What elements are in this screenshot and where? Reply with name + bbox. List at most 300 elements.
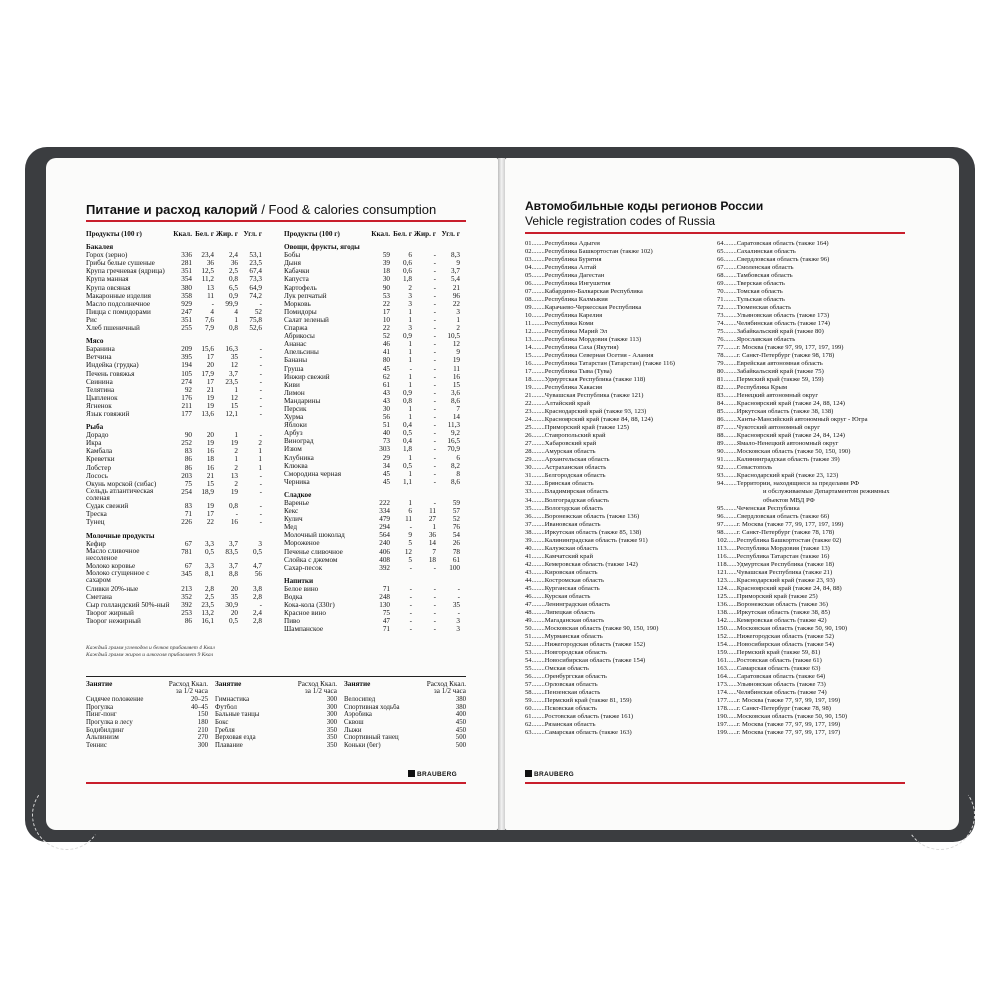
cell-value: - bbox=[433, 499, 436, 507]
cell-value: 11,3 bbox=[447, 421, 460, 430]
product-name: Мед bbox=[284, 523, 298, 532]
cell-value: 36 bbox=[206, 259, 214, 268]
activity-value: 350 bbox=[326, 734, 337, 742]
cell-value: 75,8 bbox=[249, 315, 262, 324]
cell-value: 15 bbox=[206, 479, 214, 488]
cell-value: 7 bbox=[432, 547, 436, 556]
product-name: Капуста bbox=[284, 275, 309, 284]
cell-value: - bbox=[433, 299, 436, 308]
region-code-item: 72........Тюменская область bbox=[717, 304, 792, 312]
activity-name: Спортивный танец bbox=[344, 734, 399, 742]
region-code-item: 68........Тамбовская область bbox=[717, 272, 793, 280]
cell-value: 253 bbox=[181, 608, 192, 617]
cell-value: 1,8 bbox=[403, 445, 412, 454]
table-row bbox=[86, 353, 266, 361]
activity-row bbox=[215, 727, 337, 735]
cell-value: 255 bbox=[181, 324, 192, 333]
activity-row bbox=[344, 704, 466, 712]
cell-value: 67 bbox=[184, 539, 192, 548]
cell-value: 281 bbox=[181, 259, 192, 268]
cell-value: 45 bbox=[382, 364, 390, 373]
activity-value: 150 bbox=[197, 711, 208, 719]
cell-value: 12,5 bbox=[201, 267, 214, 276]
region-code-item: 04........Республика Алтай bbox=[525, 264, 597, 272]
cell-value: 222 bbox=[379, 499, 390, 507]
region-code-item: 62........Рязанская область bbox=[525, 720, 596, 728]
table-row bbox=[86, 431, 266, 439]
cell-value: 8,8 bbox=[229, 570, 238, 579]
cell-value: 0,5 bbox=[253, 547, 262, 556]
activity-value: 270 bbox=[197, 734, 208, 742]
activity-row bbox=[86, 719, 208, 727]
cell-value: 67 bbox=[184, 562, 192, 571]
cell-value: 0,6 bbox=[403, 259, 412, 268]
cell-value: 3 bbox=[408, 299, 412, 308]
activity-row bbox=[344, 734, 466, 742]
table-row bbox=[284, 251, 466, 259]
cell-value: 3,7 bbox=[229, 539, 238, 548]
rate-col-title: Расход Ккал. за 1/2 часа bbox=[297, 681, 337, 696]
region-code-item: 98........г. Санкт-Петербург (также 78, 178) bbox=[717, 528, 835, 536]
table-row bbox=[86, 585, 266, 593]
table-row bbox=[86, 472, 266, 480]
region-code-item: 65........Сахалинская область bbox=[717, 248, 796, 256]
cell-value: 16,1 bbox=[201, 616, 214, 625]
product-name: Инжир свежий bbox=[284, 372, 330, 381]
cell-value: - bbox=[433, 356, 436, 365]
cell-value: - bbox=[259, 518, 262, 527]
table-row bbox=[284, 421, 466, 429]
cell-value: 20 bbox=[206, 431, 214, 440]
product-name: Клубника bbox=[284, 453, 314, 462]
cell-value: 20 bbox=[230, 584, 238, 593]
product-name: Лобстер bbox=[86, 463, 112, 472]
title-ru: Питание и расход калорий bbox=[86, 202, 258, 217]
cell-value: - bbox=[259, 409, 262, 418]
cell-value: - bbox=[433, 584, 436, 593]
cell-value: 5,4 bbox=[451, 275, 460, 284]
product-name: Мороженое bbox=[284, 539, 320, 548]
activity-name: Верховая езда bbox=[215, 734, 256, 742]
cell-value: 1 bbox=[408, 372, 412, 381]
region-code-item: 174......Челябинская область (также 74) bbox=[717, 688, 827, 696]
region-code-item: 94........Территории, находящиеся за пределами РФ bbox=[717, 480, 860, 488]
cell-value: 36 bbox=[428, 531, 436, 540]
cell-value: 564 bbox=[379, 531, 390, 540]
cell-value: 3,6 bbox=[451, 388, 460, 397]
activity-name: Бодибилдинг bbox=[86, 726, 125, 734]
cell-value: 1 bbox=[408, 348, 412, 357]
cell-value: 96 bbox=[452, 291, 460, 300]
activity-row bbox=[344, 719, 466, 727]
product-name: Спаржа bbox=[284, 324, 308, 333]
table-row bbox=[284, 292, 466, 300]
cell-value: 17 bbox=[382, 307, 390, 316]
cell-value: 40 bbox=[382, 429, 390, 438]
activity-header bbox=[86, 681, 208, 696]
region-code-item: 37........Ивановская область bbox=[525, 520, 601, 528]
activity-col-title: Занятие bbox=[344, 681, 371, 688]
cell-value: 16 bbox=[452, 372, 460, 381]
product-name: Клюква bbox=[284, 461, 308, 470]
table-row bbox=[86, 370, 266, 378]
cell-value: - bbox=[433, 291, 436, 300]
table-row bbox=[86, 251, 266, 259]
table-row bbox=[284, 316, 466, 324]
activity-row bbox=[86, 734, 208, 742]
region-code-item: 13........Республика Мордовия (также 113) bbox=[525, 336, 642, 344]
cell-value: - bbox=[433, 593, 436, 602]
activity-value: 500 bbox=[455, 734, 466, 742]
cell-value: 334 bbox=[379, 507, 390, 516]
cell-value: - bbox=[433, 617, 436, 626]
cell-value: - bbox=[409, 563, 412, 572]
cell-value: 3 bbox=[456, 625, 460, 634]
cell-value: - bbox=[259, 487, 262, 496]
cell-value: 9 bbox=[456, 348, 460, 357]
region-code-item: 66........Свердловская область (также 96) bbox=[717, 256, 830, 264]
region-code-item: 116......Республика Татарстан (также 16) bbox=[717, 552, 830, 560]
cell-value: - bbox=[259, 502, 262, 511]
region-code-item: 53........Новгородская область bbox=[525, 648, 607, 656]
product-name: Виноград bbox=[284, 437, 314, 446]
cell-value: 56 bbox=[254, 570, 262, 579]
cell-value: 90 bbox=[382, 283, 390, 292]
cell-value: 2,8 bbox=[253, 592, 262, 601]
title-underline bbox=[525, 232, 905, 234]
region-code-item: 173......Ульяновская область (также 73) bbox=[717, 680, 826, 688]
activity-row bbox=[344, 711, 466, 719]
cell-value: 15 bbox=[230, 401, 238, 410]
region-code-item: 08........Республика Калмыкия bbox=[525, 296, 608, 304]
activity-row bbox=[344, 727, 466, 735]
region-code-item: 07........Кабардино-Балкарская Республика bbox=[525, 288, 643, 296]
region-code-item: 150......Московская область (также 50, 90, 190) bbox=[717, 624, 848, 632]
activity-value: 20–25 bbox=[191, 695, 208, 703]
region-code-item: 84........Красноярский край (также 24, 88, 124) bbox=[717, 400, 845, 408]
cell-value: 61 bbox=[452, 555, 460, 564]
product-name: Изюм bbox=[284, 445, 302, 454]
region-code-item: 163......Самарская область (также 63) bbox=[717, 664, 821, 672]
cell-value: 35 bbox=[452, 601, 460, 610]
product-name: Грибы белые сушеные bbox=[86, 259, 155, 268]
region-code-item: 75........Забайкальский край (также 80) bbox=[717, 328, 824, 336]
section-title: Рыба bbox=[86, 423, 104, 432]
column-header: Угл. г bbox=[441, 230, 460, 238]
activity-row bbox=[215, 696, 337, 704]
table-row bbox=[86, 518, 266, 526]
cell-value: 2 bbox=[234, 463, 238, 472]
cell-value: 78 bbox=[452, 547, 460, 556]
table-row bbox=[284, 437, 466, 445]
product-name: Пиво bbox=[284, 617, 300, 626]
cell-value: 30 bbox=[382, 275, 390, 284]
region-code-item: объектов МВД РФ bbox=[763, 496, 815, 504]
region-code-item: 197......г. Москва (также 77, 97, 99, 177, 199) bbox=[717, 720, 841, 728]
cell-value: 294 bbox=[379, 523, 390, 532]
region-code-item: 32........Брянская область bbox=[525, 480, 594, 488]
cell-value: 73,3 bbox=[249, 275, 262, 284]
product-name: Творог нежирный bbox=[86, 616, 141, 625]
product-name: Мандарины bbox=[284, 396, 321, 405]
cell-value: 45 bbox=[382, 477, 390, 486]
activity-table-2 bbox=[215, 681, 337, 750]
cell-value: 177 bbox=[181, 409, 192, 418]
cell-value: 0,6 bbox=[403, 267, 412, 276]
region-code-item: 67........Смоленская область bbox=[717, 264, 794, 272]
product-name: Лимон bbox=[284, 388, 305, 397]
activity-name: Гимнастика bbox=[215, 695, 250, 703]
region-code-item: 44........Костромская область bbox=[525, 576, 604, 584]
rate-col-title: Расход Ккал. за 1/2 часа bbox=[426, 681, 466, 696]
product-name: Кока-кола (330г) bbox=[284, 601, 335, 610]
cell-value: 6 bbox=[456, 453, 460, 462]
product-name: Морковь bbox=[284, 299, 311, 308]
product-name: Арбуз bbox=[284, 429, 303, 438]
cell-value: 35 bbox=[230, 353, 238, 362]
calorie-note: Каждый грамм углеводов и белков прибавляет 4 Ккал Каждый грамм жиров и алкоголя прибавляет 9 Ккал bbox=[86, 645, 215, 658]
region-code-item: 70........Томская область bbox=[717, 288, 783, 296]
column-header: Угл. г bbox=[243, 230, 262, 238]
activity-value: 300 bbox=[197, 742, 208, 750]
region-code-item: 47........Ленинградская область bbox=[525, 600, 611, 608]
activity-value: 450 bbox=[455, 718, 466, 726]
activity-name: Прогулка bbox=[86, 703, 114, 711]
column-header: Бел. г bbox=[195, 230, 214, 238]
cell-value: 3 bbox=[408, 324, 412, 333]
region-code-item: 69........Тверская область bbox=[717, 280, 785, 288]
cell-value: 7 bbox=[456, 404, 460, 413]
product-name: Кекс bbox=[284, 507, 299, 516]
region-code-item: 92........Севастополь bbox=[717, 464, 773, 472]
cell-value: - bbox=[433, 275, 436, 284]
section-title: Овощи, фрукты, ягоды bbox=[284, 243, 360, 252]
activity-row bbox=[215, 704, 337, 712]
region-code-item: 61........Ростовская область (также 161) bbox=[525, 712, 634, 720]
cell-value: 254 bbox=[181, 487, 192, 496]
table-row bbox=[86, 316, 266, 324]
table-row bbox=[284, 308, 466, 316]
column-header: Бел. г bbox=[393, 230, 412, 238]
region-code-item: 138......Иркутская область (также 38, 85) bbox=[717, 608, 831, 616]
product-name: Сахар-песок bbox=[284, 563, 323, 572]
region-code-item: 38........Иркутская область (также 85, 138) bbox=[525, 528, 642, 536]
cell-value: 1 bbox=[408, 413, 412, 422]
table-row bbox=[284, 478, 466, 486]
product-name: Пицца с помидорами bbox=[86, 307, 151, 316]
table-row bbox=[284, 585, 466, 593]
product-name: Бобы bbox=[284, 251, 301, 260]
activity-value: 350 bbox=[326, 726, 337, 734]
cell-value: 21 bbox=[206, 385, 214, 394]
table-row bbox=[284, 523, 466, 531]
cell-value: 41 bbox=[382, 348, 390, 357]
cell-value: 75 bbox=[184, 479, 192, 488]
cell-value: 0,5 bbox=[403, 429, 412, 438]
product-name: Дорадо bbox=[86, 431, 109, 440]
product-name: Лук репчатый bbox=[284, 291, 327, 300]
table-row bbox=[284, 373, 466, 381]
table-row bbox=[284, 332, 466, 340]
product-name: Киви bbox=[284, 380, 300, 389]
table-row bbox=[86, 300, 266, 308]
cell-value: 354 bbox=[181, 275, 192, 284]
cell-value: 3 bbox=[408, 291, 412, 300]
product-name: Печень говяжья bbox=[86, 369, 135, 378]
region-code-item: 124......Красноярский край (также 24, 84, 88) bbox=[717, 584, 842, 592]
region-code-item: 96........Свердловская область (также 66) bbox=[717, 512, 830, 520]
region-code-item: 03........Республика Бурятия bbox=[525, 256, 602, 264]
region-code-item: 164......Саратовская область (также 64) bbox=[717, 672, 826, 680]
cell-value: 209 bbox=[181, 345, 192, 354]
region-code-item: 52........Нижегородская область (также 152) bbox=[525, 640, 646, 648]
product-name: Судак свежий bbox=[86, 502, 129, 511]
table-row bbox=[86, 609, 266, 617]
region-code-item: 56........Оренбургская область bbox=[525, 672, 607, 680]
product-name: Креветки bbox=[86, 455, 115, 464]
cell-value: 14 bbox=[428, 539, 436, 548]
activity-value: 500 bbox=[455, 742, 466, 750]
cell-value: 1 bbox=[408, 307, 412, 316]
brand-logo: BRAUBERG bbox=[525, 770, 574, 778]
table-row bbox=[284, 470, 466, 478]
cell-value: 53 bbox=[382, 291, 390, 300]
region-code-item: 64........Саратовская область (также 164) bbox=[717, 240, 829, 247]
product-name: Апельсины bbox=[284, 348, 319, 357]
food-table-right bbox=[284, 230, 466, 634]
cell-value: 20 bbox=[230, 608, 238, 617]
region-code-item: 22........Алтайский край bbox=[525, 400, 591, 408]
cell-value: 1 bbox=[258, 447, 262, 456]
cell-value: 0,4 bbox=[403, 421, 412, 430]
cell-value: 59 bbox=[452, 499, 460, 507]
page-title bbox=[86, 202, 436, 217]
cell-value: - bbox=[433, 332, 436, 341]
page-title: Автомобильные коды регионов России bbox=[525, 199, 764, 213]
table-row bbox=[284, 531, 466, 539]
table-row bbox=[86, 378, 266, 386]
product-name: Крупа манная bbox=[86, 275, 129, 284]
table-row bbox=[86, 275, 266, 283]
cell-value: 203 bbox=[181, 471, 192, 480]
region-code-item: 46........Курская область bbox=[525, 592, 591, 600]
activity-row bbox=[215, 734, 337, 742]
region-code-item: 152......Нижегородская область (также 52) bbox=[717, 632, 834, 640]
cell-value: 19 bbox=[206, 393, 214, 402]
product-name: Белое вино bbox=[284, 584, 319, 593]
cell-value: - bbox=[259, 393, 262, 402]
cell-value: - bbox=[433, 364, 436, 373]
cell-value: 23,5 bbox=[225, 377, 238, 386]
column-header: Жир. г bbox=[413, 230, 436, 238]
cell-value: 64,9 bbox=[249, 283, 262, 292]
cell-value: 27 bbox=[428, 515, 436, 524]
cell-value: 70,9 bbox=[447, 445, 460, 454]
product-name: Бананы bbox=[284, 356, 308, 365]
cell-value: 23,5 bbox=[249, 259, 262, 268]
cell-value: 18,9 bbox=[201, 487, 214, 496]
cell-value: 2,8 bbox=[205, 584, 214, 593]
cell-value: - bbox=[433, 601, 436, 610]
activity-row bbox=[344, 696, 466, 704]
cell-value: 83 bbox=[184, 502, 192, 511]
cell-value: 13 bbox=[230, 471, 238, 480]
cell-value: 59 bbox=[382, 251, 390, 260]
cell-value: 83,5 bbox=[225, 547, 238, 556]
cell-value: 929 bbox=[181, 299, 192, 308]
region-code-item: 05........Республика Дагестан bbox=[525, 272, 605, 280]
cell-value: - bbox=[433, 348, 436, 357]
left-page bbox=[46, 158, 498, 830]
region-code-item: 42........Кемеровская область (также 142) bbox=[525, 560, 638, 568]
product-name: Лосось bbox=[86, 471, 108, 480]
region-code-item: 178......г. Санкт-Петербург (также 78, 98) bbox=[717, 704, 831, 712]
region-code-item: 23........Краснодарский край (также 93, 123) bbox=[525, 408, 647, 416]
region-code-item: 113......Республика Мордовия (также 13) bbox=[717, 544, 830, 552]
product-name: Макаронные изделия bbox=[86, 291, 151, 300]
activity-name: Сидячее положение bbox=[86, 695, 144, 703]
cell-value: 4,7 bbox=[253, 562, 262, 571]
cell-value: 2 bbox=[234, 479, 238, 488]
cell-value: 3,3 bbox=[205, 539, 214, 548]
cell-value: 20 bbox=[206, 361, 214, 370]
cell-value: - bbox=[409, 609, 412, 618]
region-code-item: 102......Республика Башкортостан (также 02) bbox=[717, 536, 842, 544]
region-code-item: 97........г. Москва (также 77, 99, 177, 197, 199) bbox=[717, 520, 844, 528]
activity-value: 300 bbox=[326, 703, 337, 711]
table-row bbox=[86, 345, 266, 353]
table-row bbox=[284, 397, 466, 405]
table-row bbox=[86, 308, 266, 316]
cell-value: 1 bbox=[408, 380, 412, 389]
activity-name: Лыжи bbox=[344, 726, 362, 734]
region-code-item: 78........г. Санкт-Петербург (также 98, 178) bbox=[717, 352, 835, 360]
table-row bbox=[284, 609, 466, 617]
region-code-item: 41........Камчатский край bbox=[525, 552, 594, 560]
cell-value: 3 bbox=[258, 539, 262, 548]
product-name: Молочный шоколад bbox=[284, 531, 345, 540]
cell-value: 8,6 bbox=[451, 396, 460, 405]
cell-value: 15 bbox=[452, 380, 460, 389]
cell-value: 26 bbox=[452, 539, 460, 548]
title-en: / Food & calories consumption bbox=[261, 202, 437, 217]
activity-name: Спортивная ходьба bbox=[344, 703, 400, 711]
cell-value: 99,9 bbox=[225, 299, 238, 308]
product-name: Салат зеленый bbox=[284, 315, 329, 324]
activity-col-title: Занятие bbox=[86, 681, 113, 688]
table-row bbox=[86, 510, 266, 518]
region-code-item: 118......Удмуртская Республика (также 18) bbox=[717, 560, 835, 568]
cell-value: 2 bbox=[234, 447, 238, 456]
cell-value: - bbox=[433, 388, 436, 397]
activity-name: Прогулка в лесу bbox=[86, 718, 133, 726]
cell-value: 90 bbox=[184, 431, 192, 440]
product-name: Язык говяжий bbox=[86, 409, 130, 418]
region-code-item: 123......Краснодарский край (также 23, 93) bbox=[717, 576, 835, 584]
cell-value: 29 bbox=[382, 453, 390, 462]
region-code-item: 142......Кемеровская область (также 42) bbox=[717, 616, 827, 624]
cell-value: 211 bbox=[181, 401, 192, 410]
cell-value: 2 bbox=[456, 324, 460, 333]
table-row bbox=[284, 539, 466, 547]
product-name: Горох (зерно) bbox=[86, 251, 128, 260]
cell-value: 19 bbox=[230, 487, 238, 496]
cell-value: 75 bbox=[382, 609, 390, 618]
column-header: Ккал. bbox=[173, 230, 192, 238]
cell-value: 12 bbox=[452, 340, 460, 349]
cell-value: - bbox=[433, 453, 436, 462]
cell-value: 22 bbox=[452, 299, 460, 308]
